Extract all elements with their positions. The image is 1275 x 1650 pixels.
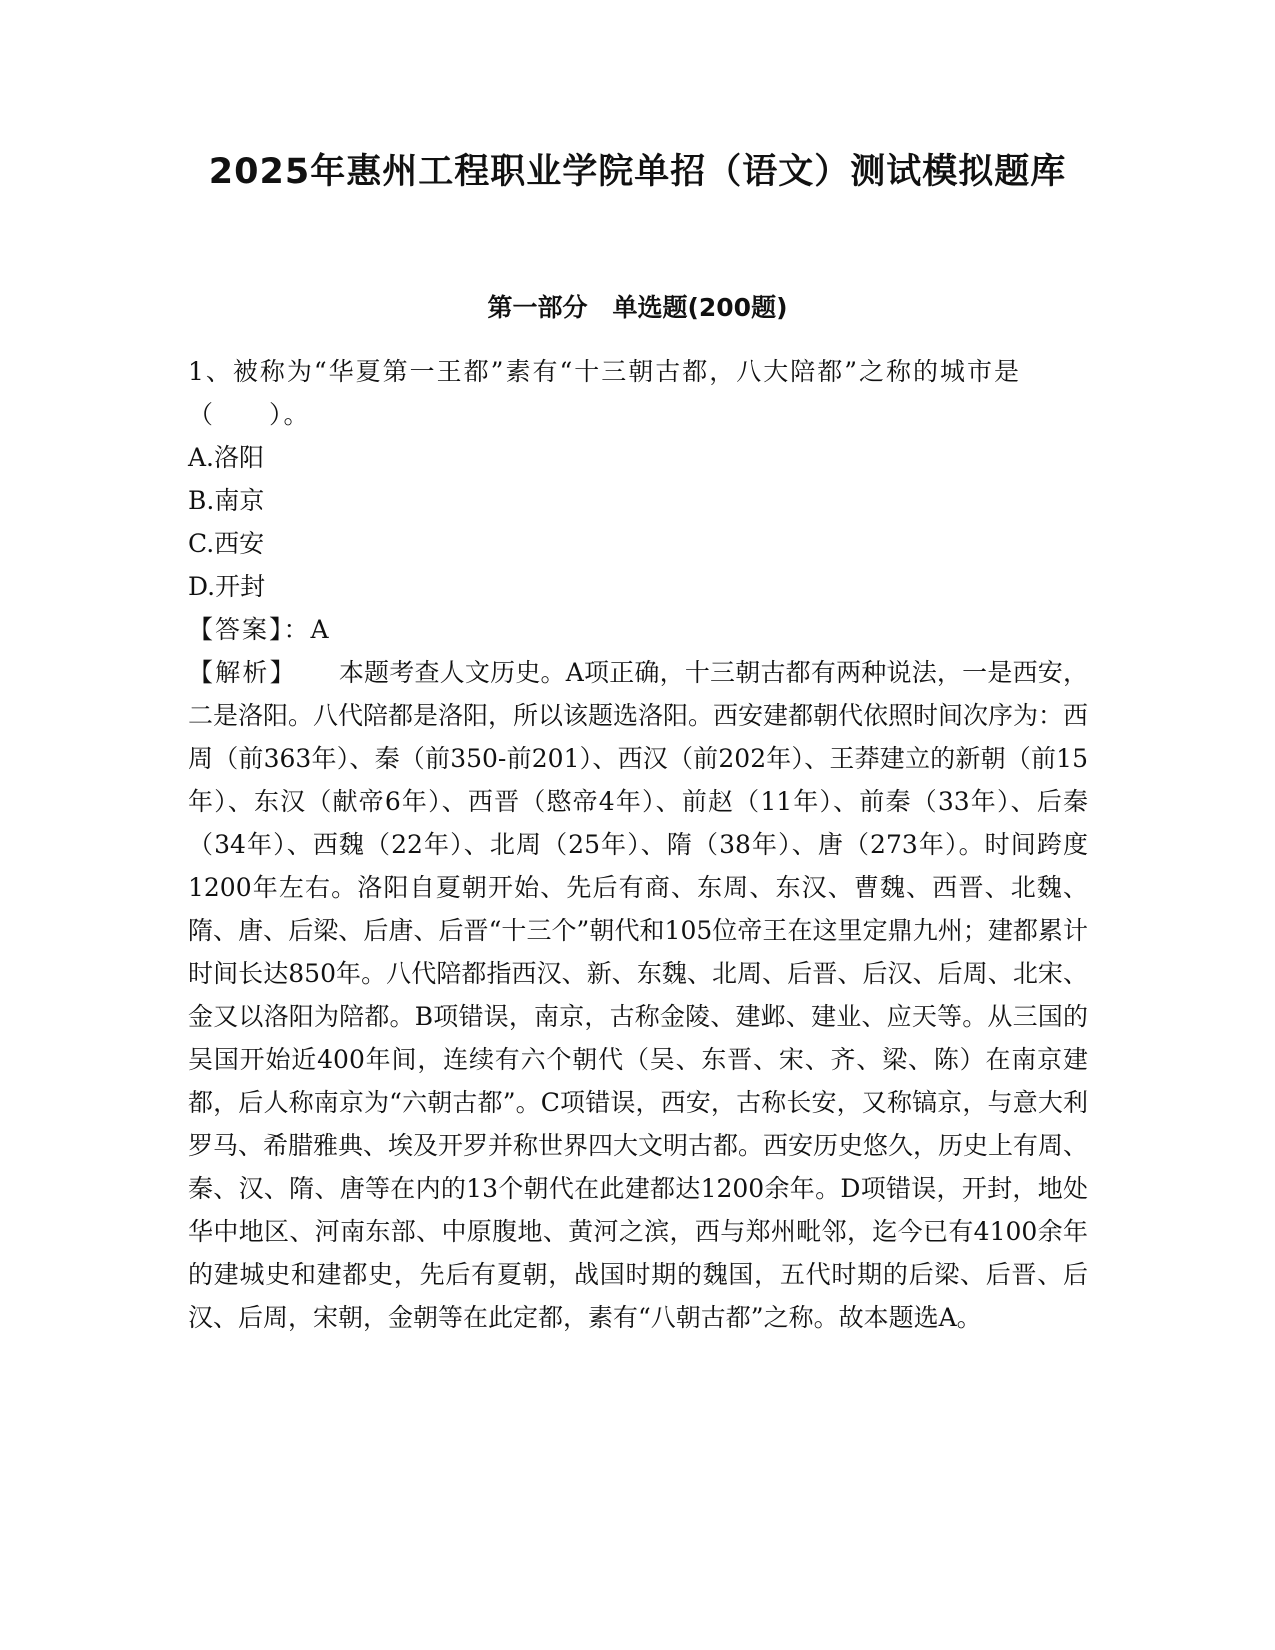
answer-label: 【答案】： <box>188 615 311 644</box>
question-stem: 1、被称为“华夏第一王都”素有“十三朝古都，八大陪都”之称的城市是（ ）。 <box>188 357 1022 429</box>
analysis-paragraph <box>188 651 1088 1339</box>
question-block <box>188 350 1088 1339</box>
option-c: C.西安 <box>188 529 265 558</box>
option-d: D.开封 <box>188 572 266 601</box>
option-b: B.南京 <box>188 486 265 515</box>
section-heading: 第一部分 单选题(200题) <box>487 293 788 322</box>
document-title: 2025年惠州工程职业学院单招（语文）测试模拟题库 <box>208 152 1067 192</box>
answer-value: A <box>310 615 329 644</box>
option-a: A.洛阳 <box>188 443 265 472</box>
answer-line <box>188 608 1088 651</box>
analysis-label: 【解析】 <box>188 658 297 687</box>
analysis-text: 本题考查人文历史。A项正确，十三朝古都有两种说法，一是西安，二是洛阳。八代陪都是洛阳，所以该题选洛阳。西安建都朝代依照时间次序为：西周（前363年）、秦（前350-前201）、西汉（前202年）、王莽建立的新朝（前15年）、东汉（献帝6年）、西晋（愍帝4年）、前赵（11年）、前秦（33年）、后秦（34年）、西魏（22年）、北周（25年）、隋（38年）、唐（273年）。时间跨度1200年左右。洛阳自夏朝开始、先后有商、东周、东汉、曹魏、西晋、北魏、隋、唐、后梁、后唐、后晋“十三个”朝代和105位帝王在这里定鼎九州；建都累计时间长达850年。八代陪都指西汉、新、东魏、北周、后晋、后汉、后周、北宋、金又以洛阳为陪都。B项错误，南京，古称金陵、建邺、建业、应天等。从三国的吴国开始近400年间，连续有六个朝代（吴、东晋、宋、齐、梁、陈）在南京建都，后人称南京为“六朝古都”。C项错误，西安，古称长安，又称镐京，与意大利罗马、希腊雅典、埃及开罗并称世界四大文明古都。西安历史悠久，历史上有周、秦、汉、隋、唐等在内的13个朝代在此建都达1200余年。D项错误，开封，地处华中地区、河南东部、中原腹地、黄河之滨，西与郑州毗邻，迄今已有4100余年的建城史和建都史，先后有夏朝，战国时期的魏国，五代时期的后梁、后晋、后汉、后周，宋朝，金朝等在此定都，素有“八朝古都”之称。故本题选A。 <box>188 658 1089 1332</box>
